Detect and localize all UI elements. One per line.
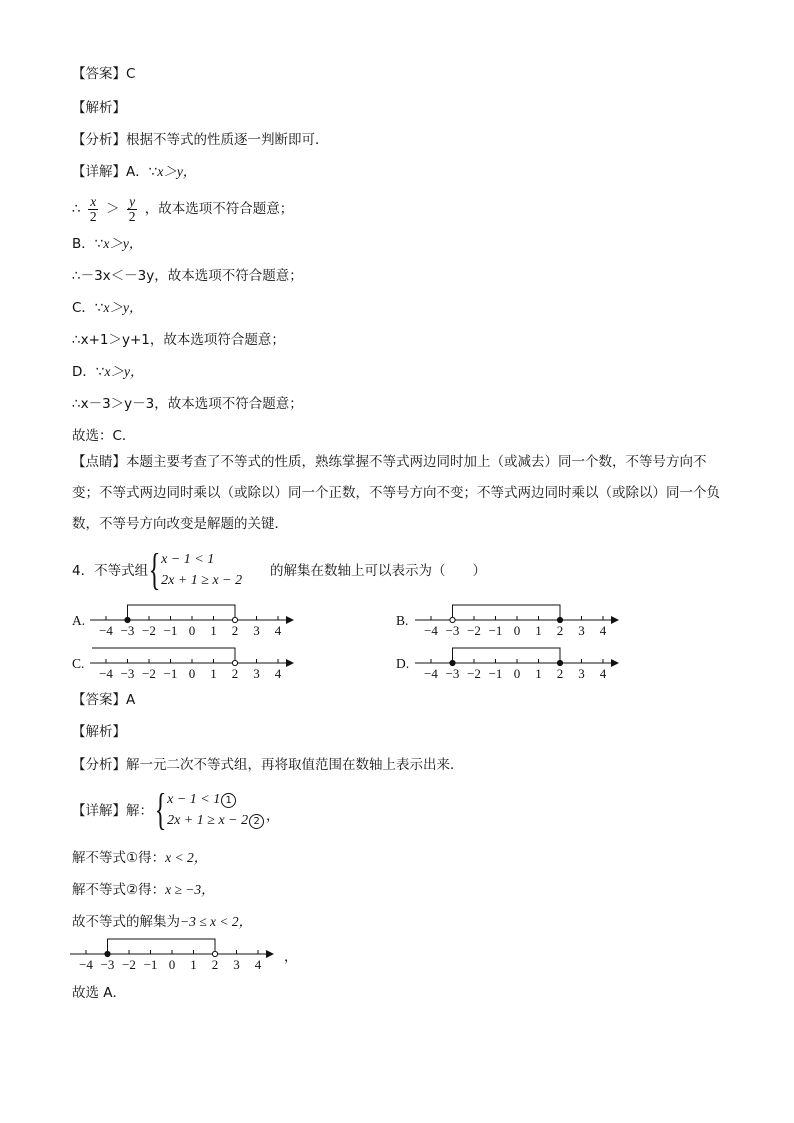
tick-label: 4 <box>254 957 262 972</box>
q4-step1 <box>72 848 207 868</box>
q4-step3 <box>72 912 252 932</box>
q3-answer: 【答案】C <box>72 66 136 82</box>
tick-label: 4 <box>274 666 282 681</box>
q3-choose: 故选：C． <box>72 428 136 444</box>
tick-label: 1 <box>190 957 197 972</box>
number-line-option-a[interactable] <box>90 600 300 640</box>
axis-arrow <box>286 616 294 624</box>
q4-step3-label: 故不等式的解集为 <box>72 914 180 930</box>
fraction-numerator: x <box>90 193 97 209</box>
tick-label: −1 <box>488 623 503 638</box>
solution-line-1-text: x − 1 < 1 <box>167 792 221 807</box>
q4-step1-value: x < 2， <box>165 850 208 865</box>
open-endpoint <box>212 951 217 956</box>
tick-label: 1 <box>210 666 217 681</box>
q3-detail-a <box>72 162 196 182</box>
tick-label: 0 <box>513 666 521 681</box>
q3-c-premise <box>72 298 143 318</box>
tick-label: −1 <box>488 666 503 681</box>
axis-arrow <box>266 950 274 958</box>
solution-bracket <box>453 605 561 620</box>
option-b-label[interactable]: B. <box>396 613 409 628</box>
q3-dianjing: 【点睛】本题主要考查了不等式的性质，熟练掌握不等式两边同时加上（或减去）同一个数，不等号方向不变；不等式两边同时乘以（或除以）同一个正数，不等号方向不变；不等式两边同时乘以（或除以）同一个负数，不等号方向改变是解题的关键． <box>72 454 720 532</box>
tick-label: 0 <box>188 666 196 681</box>
q3-ineq-d: x＞y， <box>104 364 144 379</box>
tick-label: −4 <box>99 666 113 681</box>
tick-label: 2 <box>211 957 219 972</box>
tick-label: 1 <box>535 623 542 638</box>
q3-c-prefix: C．∵ <box>72 300 104 316</box>
tick-label: 4 <box>274 623 282 638</box>
option-d-label[interactable]: D. <box>396 656 410 671</box>
q3-ineq-a: x＞y， <box>157 164 197 179</box>
left-brace: { <box>148 545 161 594</box>
closed-endpoint <box>557 660 562 665</box>
q4-step3-value: −3 ≤ x < 2， <box>180 914 253 929</box>
fraction-y-over-2 <box>127 195 138 224</box>
system-line-2: 2x + 1 ≥ x − 2 <box>161 573 243 588</box>
axis-arrow <box>611 616 619 624</box>
open-endpoint <box>450 617 455 622</box>
tick-label: −2 <box>467 623 481 638</box>
number-line-solution <box>70 934 280 974</box>
q3-b-result: ∴－3x＜－3y，故本选项不符合题意； <box>72 268 303 284</box>
tick-label: −3 <box>445 623 460 638</box>
tick-label: 3 <box>233 957 240 972</box>
circled-number-1: 1 <box>221 793 236 808</box>
q3-fenxi: 【分析】根据不等式的性质逐一判断即可． <box>72 132 329 148</box>
left-brace: { <box>154 785 167 834</box>
fraction-denominator: 2 <box>128 208 136 224</box>
q3-a-fraction-line <box>72 194 293 224</box>
solution-bracket <box>453 648 561 663</box>
tick-label: −1 <box>163 623 178 638</box>
number-line-option-c[interactable] <box>90 643 300 683</box>
number-line-option-b[interactable] <box>415 600 625 640</box>
tick-label: −3 <box>100 957 115 972</box>
q3-b-premise <box>72 234 142 254</box>
tick-label: 3 <box>578 623 585 638</box>
q3-analysis-title: 【解析】 <box>72 100 126 116</box>
tick-label: 0 <box>168 957 176 972</box>
tick-label: 3 <box>253 666 260 681</box>
open-endpoint <box>232 617 237 622</box>
q3-detail-a-prefix: 【详解】A．∵ <box>72 164 158 180</box>
q4-final-comma: ， <box>284 949 298 965</box>
tick-label: −2 <box>142 623 156 638</box>
q3-ineq-b: x＞y， <box>103 236 143 251</box>
q4-analysis-title: 【解析】 <box>72 724 126 740</box>
q4-fenxi: 【分析】解一元二次不等式组，再将取值范围在数轴上表示出来． <box>72 757 464 773</box>
tick-label: −2 <box>122 957 136 972</box>
q4-answer: 【答案】A <box>72 692 136 708</box>
tick-label: 2 <box>556 623 564 638</box>
q4-step2-value: x ≥ −3， <box>165 882 215 897</box>
q3-d-premise <box>72 362 143 382</box>
solution-bracket <box>108 939 216 954</box>
closed-endpoint <box>557 617 562 622</box>
circled-number-2: 2 <box>249 814 264 829</box>
tick-label: 1 <box>535 666 542 681</box>
fraction-denominator: 2 <box>89 208 97 224</box>
q4-step1-label: 解不等式①得： <box>72 850 166 866</box>
tick-label: 2 <box>556 666 564 681</box>
axis-arrow <box>611 659 619 667</box>
tick-label: −1 <box>143 957 158 972</box>
q3-therefore-symbol: ∴ <box>72 201 81 217</box>
number-line-option-d[interactable] <box>415 643 625 683</box>
greater-symbol: ＞ <box>105 201 120 217</box>
q4-step2 <box>72 880 215 900</box>
q4-solution-system <box>150 785 264 834</box>
closed-endpoint <box>105 951 110 956</box>
q4-solution-comma: ， <box>266 808 280 824</box>
solution-line-2 <box>167 810 264 831</box>
q3-c-result: ∴x+1＞y+1，故本选项符合题意； <box>72 332 285 348</box>
option-c-label[interactable]: C. <box>72 656 85 671</box>
tick-label: −3 <box>120 623 135 638</box>
tick-label: −3 <box>445 666 460 681</box>
q3-d-prefix: D．∵ <box>72 364 105 380</box>
q3-b-prefix: B．∵ <box>72 236 104 252</box>
q4-detail-prefix: 【详解】解： <box>72 803 153 819</box>
closed-endpoint <box>125 617 130 622</box>
q4-inequality-system <box>144 545 243 594</box>
tick-label: −4 <box>424 666 438 681</box>
q3-d-result: ∴x－3＞y－3，故本选项不符合题意； <box>72 396 303 412</box>
tick-label: −4 <box>424 623 438 638</box>
tick-label: −3 <box>120 666 135 681</box>
tick-label: 3 <box>253 623 260 638</box>
tick-label: −1 <box>163 666 178 681</box>
closed-endpoint <box>450 660 455 665</box>
solution-line-2-text: 2x + 1 ≥ x − 2 <box>167 813 249 828</box>
option-a-label[interactable]: A. <box>72 613 86 628</box>
q4-step2-label: 解不等式②得： <box>72 882 166 898</box>
tick-label: 2 <box>231 623 239 638</box>
tick-label: −2 <box>142 666 156 681</box>
tick-label: 2 <box>231 666 239 681</box>
q4-stem-prefix: 4．不等式组 <box>72 563 149 579</box>
tick-label: 4 <box>599 623 607 638</box>
solution-bracket <box>128 605 236 620</box>
tick-label: −2 <box>467 666 481 681</box>
axis-arrow <box>286 659 294 667</box>
open-endpoint <box>232 660 237 665</box>
tick-label: 0 <box>188 623 196 638</box>
q4-choose: 故选 A． <box>72 985 127 1001</box>
fraction-numerator: y <box>129 193 136 209</box>
fraction-x-over-2 <box>88 195 99 224</box>
tick-label: −4 <box>99 623 113 638</box>
system-line-1: x − 1 < 1 <box>161 552 215 567</box>
tick-label: 3 <box>578 666 585 681</box>
tick-label: 1 <box>210 623 217 638</box>
tick-label: 0 <box>513 623 521 638</box>
tick-label: −4 <box>79 957 93 972</box>
q3-ineq-c: x＞y， <box>103 300 143 315</box>
tick-label: 4 <box>599 666 607 681</box>
q3-a-conclusion: ，故本选项不符合题意； <box>144 201 294 217</box>
q4-stem-suffix: 的解集在数轴上可以表示为（ ） <box>270 563 486 579</box>
solution-line-1 <box>167 789 264 810</box>
